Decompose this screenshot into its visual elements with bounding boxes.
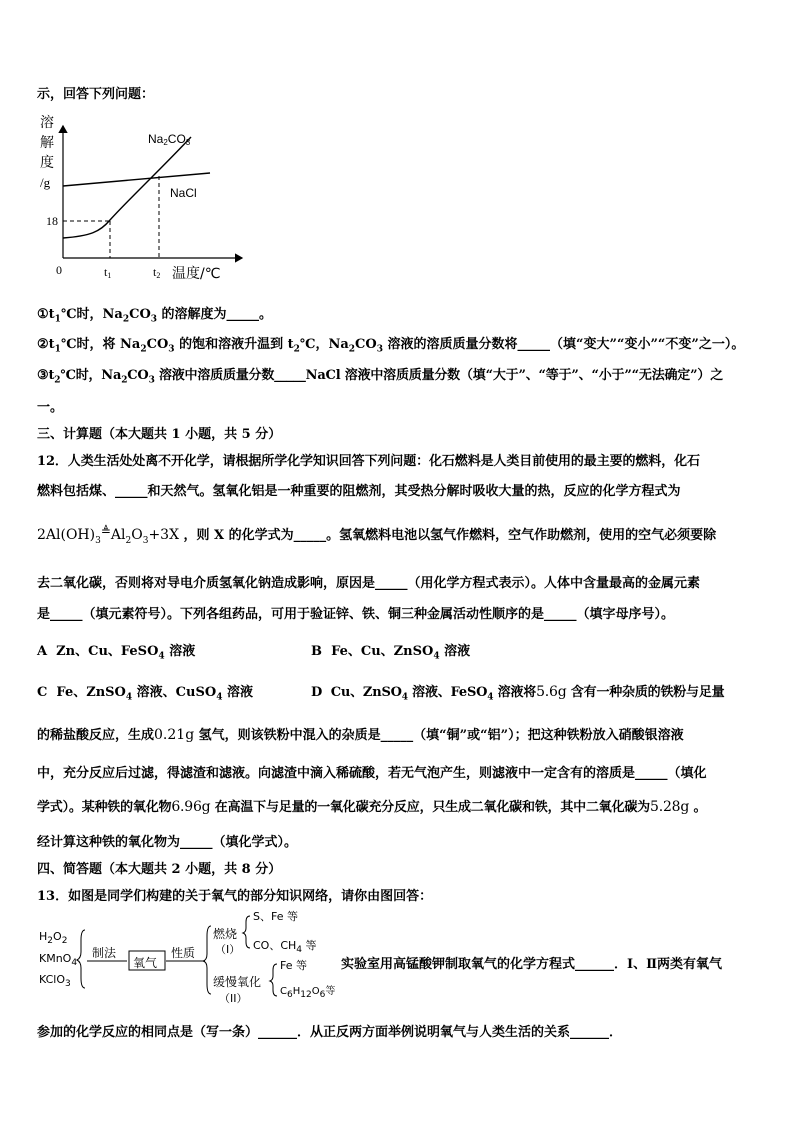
combustion-example-2: CO、$CH_4$ 等	[253, 939, 317, 956]
oxygen-diagram	[37, 912, 337, 1012]
option-a: A Zn、Cu、FeSO$_4$ 溶液	[37, 644, 196, 662]
na2co3-label: Na2CO3	[148, 132, 191, 147]
combustion-example-1: S、Fe 等	[253, 910, 298, 923]
reagent-kmno4: KMnO$_4$	[39, 952, 78, 969]
q12-line-2: 燃料包括煤、_____和天然气。氢氧化铝是一种重要的阻燃剂，其受热分解时吸收大量的热，反应的化学方程式为	[37, 484, 681, 499]
q13-side-text: 实验室用高锰酸钾制取氧气的化学方程式______．Ⅰ、Ⅱ两类有氧气	[341, 957, 723, 972]
section-4-heading: 四、简答题（本大题共 2 小题，共 8 分）	[37, 862, 282, 877]
question-3: $③t_2℃$时，$Na_2CO_3$ 溶液中溶质质量分数_____NaCl 溶液中溶质质量分数（填“大于”、“等于”、“小于”“无法确定”）之	[37, 368, 723, 386]
nacl-label: NaCl	[170, 186, 197, 200]
option-b: B Fe、Cu、ZnSO$_4$ 溶液	[311, 644, 471, 662]
ylabel-1: 溶	[40, 115, 54, 131]
combustion-label: 燃烧	[213, 927, 238, 941]
type-2-label: （II）	[219, 992, 248, 1005]
equation: $2Al(OH)_3≜Al_2O_3+3X$	[37, 524, 180, 546]
option-c: C Fe、ZnSO$_4$ 溶液、CuSO$_4$ 溶液	[37, 685, 253, 703]
type-1-label: （I）	[215, 943, 241, 956]
q12-line-3: $2Al(OH)_3≜Al_2O_3+3X$ ，则 X 的化学式为_____。氢氧燃料电池以氢气作燃料，空气作助燃剂，使用的空气必须要除	[37, 524, 717, 546]
intro-text: 示，回答下列问题：	[37, 87, 155, 102]
reagent-h2o2: $H_2O_2$	[39, 930, 68, 947]
question-2: $②t_1℃$时，将 $Na_2CO_3$ 的饱和溶液升温到 $t_2℃$，$Na_2CO_3$ 溶液的溶质质量分数将_____（填“变大”“变小”“不变”之一）。	[37, 337, 745, 355]
q12-line-10: 经计算这种铁的氧化物为_____（填化学式）。	[37, 835, 298, 850]
oxygen-label: 氧气	[133, 956, 158, 970]
property-label: 性质	[171, 946, 196, 960]
section-3-heading: 三、计算题（本大题共 1 小题，共 5 分）	[37, 427, 282, 442]
ylabel-2: 解	[40, 135, 54, 151]
q12-line-8: 中，充分反应后过滤，得滤渣和滤液。向滤渣中滴入稀硫酸，若无气泡产生，则滤液中一定含有的溶质是_____（填化	[37, 766, 707, 781]
q12-line-5: 是_____（填元素符号）。下列各组药品，可用于验证锌、铁、铜三种金属活动性顺序的是_____（填字母序号）。	[37, 607, 675, 622]
slow-example-1: Fe 等	[280, 959, 307, 972]
q12-line-9: 学式）。某种铁的氧化物6.96g 在高温下与足量的一氧化碳充分反应，只生成二氧化碳和铁，其中二氧化碳为5.28g 。	[37, 799, 707, 815]
y-tick-18: 18	[46, 214, 58, 228]
q13-line-3: 参加的化学反应的相同点是（写一条）______．从正反两方面举例说明氧气与人类生活的关系______．	[37, 1025, 623, 1040]
option-d: D Cu、ZnSO$_4$ 溶液、FeSO$_4$ 溶液将5.6g 含有一种杂质的铁粉与足量	[311, 684, 725, 703]
q12-line-4: 去二氧化碳，否则将对导电介质氢氧化钠造成影响，原因是_____（用化学方程式表示）。人体中含量最高的金属元素	[37, 576, 701, 591]
nacl-curve	[63, 173, 210, 186]
reagent-kclo3: KClO$_3$	[39, 973, 71, 990]
xtick-t1: t1	[104, 265, 112, 280]
slow-example-2: $C_6H_{12}O_6$等	[280, 986, 336, 1000]
q13-line-1: 13．如图是同学们构建的关于氧气的部分知识网络，请你由图回答：	[37, 889, 433, 904]
ylabel-3: 度	[40, 155, 54, 171]
xtick-t2: t2	[153, 265, 161, 280]
q12-line-1: 12．人类生活处处离不开化学，请根据所学化学知识回答下列问题：化石燃料是人类目前使用的最主要的燃料，化石	[37, 454, 700, 469]
question-1: $①t_1℃$时，$Na_2CO_3$ 的溶解度为_____。	[37, 307, 273, 325]
origin-label: 0	[56, 263, 62, 277]
prep-label: 制法	[92, 946, 117, 960]
yunit: /g	[40, 175, 51, 190]
question-3-cont: 一。	[37, 400, 64, 415]
solubility-chart	[30, 110, 250, 290]
q12-line-7: 的稀盐酸反应，生成0.21g 氢气，则该铁粉中混入的杂质是_____（填“铜”或“铝”）；把这种铁粉放入硝酸银溶液	[37, 727, 684, 743]
xlabel: 温度/℃	[172, 266, 221, 282]
slow-oxidation-label: 缓慢氧化	[213, 975, 262, 989]
